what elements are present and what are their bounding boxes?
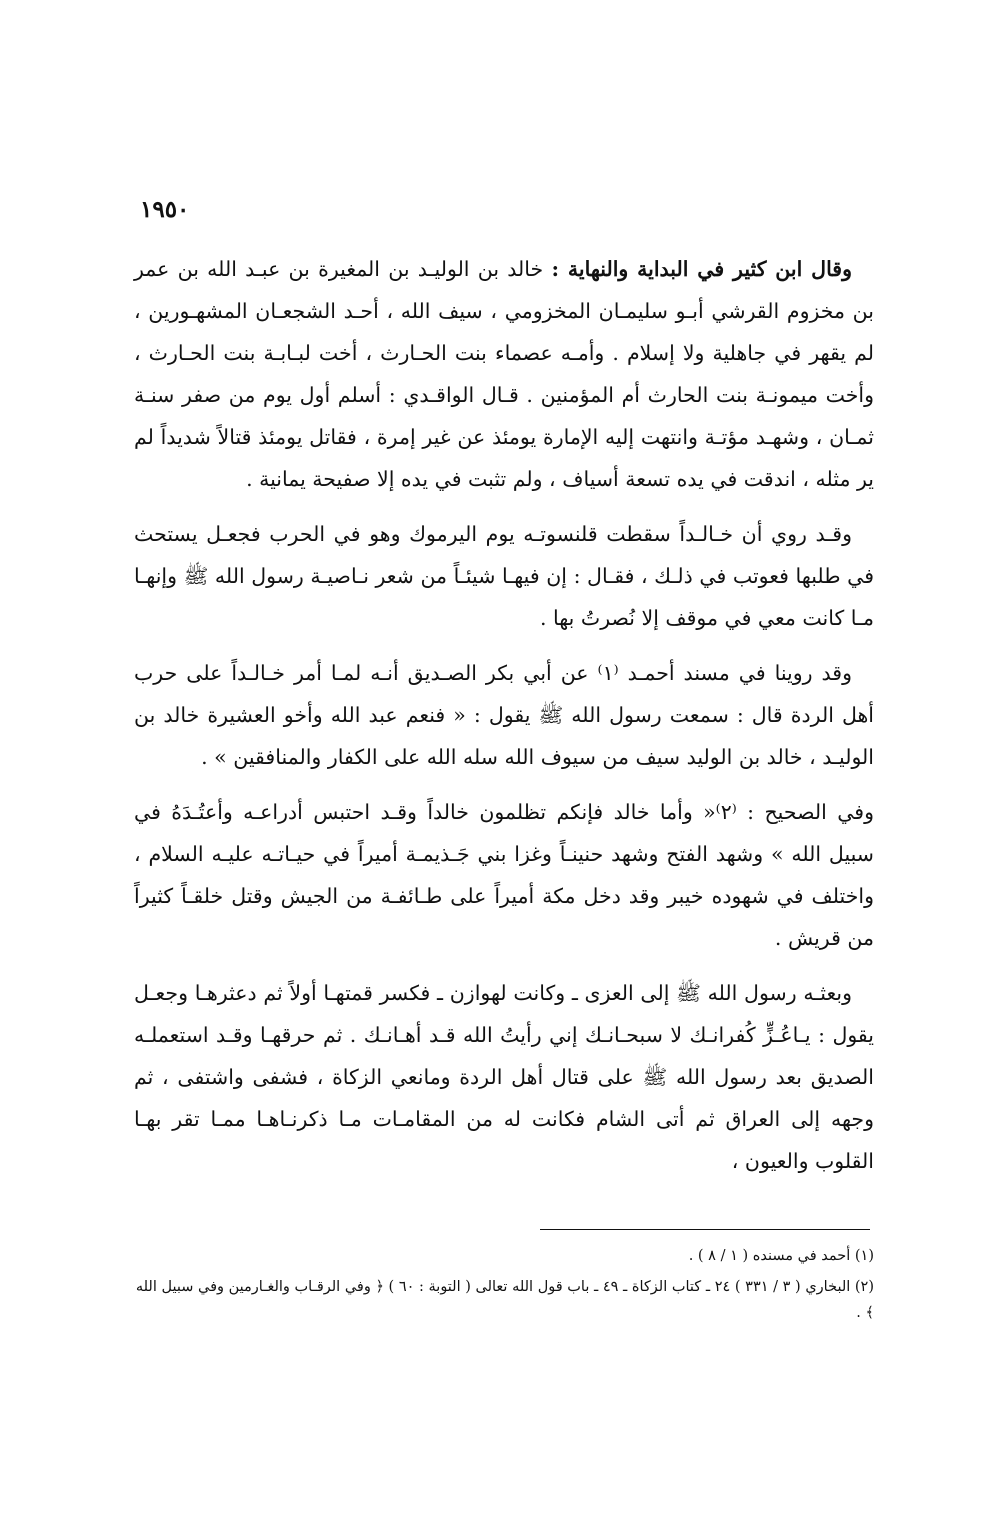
paragraph-1 xyxy=(134,248,874,500)
paragraph-5-text: وبعثـه رسول الله ﷺ إلى العزى ـ وكانت لهوازن ـ فكسر قمتهـا أولاً ثم دعثرهـا وجعـل يقول : يـاعُـزٍّ كُفرانـك لا سبحـانـك إني رأيتُ الله قـد أهـانـك . ثم حرقهـا وقـد استعملـه الصديق بعد رسول الله ﷺ على قتال أهل الردة ومانعي الزكاة ، فشفى واشتفى ، ثم وجهه إلى العراق ثم أتى الشام فكانت له من المقامـات مـا ذكرنـاهـا ممـا تقر بهـا القلوب والعيون ، xyxy=(134,981,874,1173)
paragraph-3-text: وقد روينا في مسند أحمـد ⁽١⁾ عن أبي بكر الصـديق أنـه لمـا أمر خـالـداً على حرب أهل الردة قال : سمعت رسول الله ﷺ يقول : « فنعم عبد الله وأخو العشيرة خالد بن الوليـد ، خالد بن الوليد سيف من سيوف الله سله الله على الكفار والمنافقين » . xyxy=(134,661,874,769)
paragraph-2-text: وقـد روي أن خـالـداً سقطت قلنسوتـه يوم اليرموك وهو في الحرب فجعـل يستحث في طلبها فعوتب في ذلـك ، فقـال : إن فيهـا شيئـاً من شعر نـاصيـة رسول الله ﷺ وإنهـا مـا كانت معي في موقف إلا نُصرتُ بها . xyxy=(134,522,874,630)
footnote-2: (٢) البخاري ( ٣ / ٣٣١ ) ٢٤ ـ كتاب الزكاة ـ ٤٩ ـ باب قول الله تعالى ( التوبة : ٦٠ ) ﴿ وفي الرقـاب والغـارمين وفي سبيل الله ﴾ . xyxy=(135,1279,874,1321)
paragraph-3 xyxy=(134,652,874,778)
paragraph-1-source-label: وقال ابن كثير في البداية والنهاية : xyxy=(551,257,853,281)
footnotes xyxy=(134,1243,874,1331)
page-number: ١٩٥٠ xyxy=(140,196,190,223)
paragraph-2 xyxy=(134,513,874,639)
paragraph-4 xyxy=(134,791,874,959)
footnote-1: (١) أحمد في مسنده ( ١ / ٨ ) . xyxy=(688,1248,874,1264)
paragraph-1-text: خالد بن الوليـد بن المغيرة بن عبـد الله بن عمر بن مخزوم القرشي أبـو سليمـان المخزومي ، سيف الله ، أحـد الشجعـان المشهـورين ، لم يقهر في جاهلية ولا إسلام . وأمـه عصماء بنت الحـارث ، أخت لبـابـة بنت الحـارث ، وأخت ميمونـة بنت الحارث أم المؤمنين . قـال الواقـدي : أسلم أول يوم من صفر سنـة ثمـان ، وشهـد مؤتـة وانتهت إليه الإمارة يومئذ عن غير إمرة ، فقاتل يومئذ قتالاً شديداً لم ير مثله ، اندقت في يده تسعة أسياف ، ولم تثبت في يده إلا صفيحة يمانية . xyxy=(134,257,874,491)
paragraph-5 xyxy=(134,972,874,1182)
footnote-divider xyxy=(540,1229,870,1230)
paragraph-4-text: وفي الصحيح : ⁽٢⁾« وأما خالد فإنكم تظلمون خالداً وقـد احتبس أدراعـه وأعتُـدَهُ في سبيل الله » وشهد الفتح وشهد حنينـاً وغزا بني جَـذيمـة أميراً في حيـاتـه عليـه السلام ، واختلف في شهوده خيبر وقد دخل مكة أميراً على طـائفـة من الجيش وقتل خلقـاً كثيراً من قريش . xyxy=(134,800,874,950)
main-text xyxy=(134,248,874,1195)
